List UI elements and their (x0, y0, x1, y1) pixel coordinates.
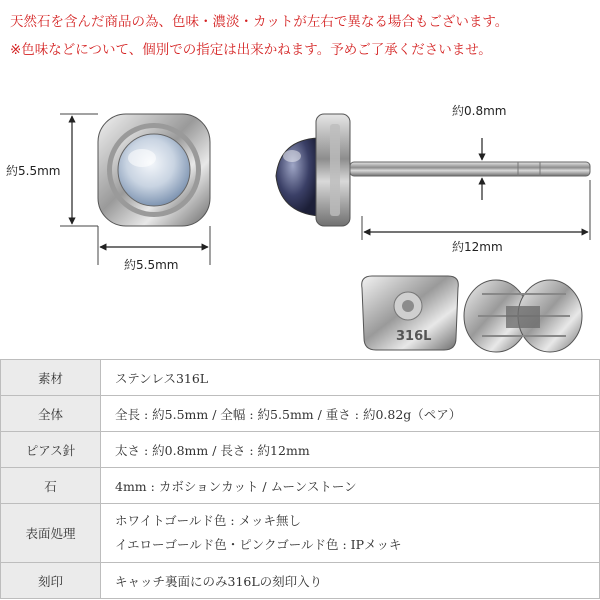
spec-value: ステンレス316L (101, 360, 600, 396)
spec-label: 刻印 (1, 563, 101, 599)
spec-label: 石 (1, 468, 101, 504)
spec-row-finish (1, 504, 600, 563)
spec-value: キャッチ裏面にのみ316Lの刻印入り (101, 563, 600, 599)
catch-stamp: 316L (396, 329, 432, 344)
catch-front (362, 276, 459, 350)
spec-value: イエローゴールド色・ピンクゴールド色 : IPメッキ (115, 537, 402, 552)
notice-line-2: ※色味などについて、個別での指定は出来かねます。予めご了承くださいませ。 (10, 42, 492, 58)
catch-side (464, 280, 582, 352)
spec-row-material (1, 360, 600, 396)
side-view (276, 114, 590, 226)
spec-label: ピアス針 (1, 432, 101, 468)
spec-row-stone (1, 468, 600, 504)
spec-table (0, 359, 600, 599)
spec-value: 4mm : カボションカット / ムーンストーン (101, 468, 600, 504)
spec-value-group (101, 504, 600, 563)
spec-label: 表面処理 (1, 504, 101, 563)
spec-row-overall (1, 396, 600, 432)
spec-row-post (1, 432, 600, 468)
product-figure (0, 80, 600, 360)
spec-label: 素材 (1, 360, 101, 396)
post-length-label: 約12mm (452, 240, 503, 254)
notice-line-1: 天然石を含んだ商品の為、色味・濃淡・カットが左右で異なる場合もございます。 (10, 14, 509, 30)
front-width-label: 約5.5mm (124, 258, 179, 272)
spec-value: 全長 : 約5.5mm / 全幅 : 約5.5mm / 重さ : 約0.82g（ペア） (101, 396, 600, 432)
spec-value: 太さ : 約0.8mm / 長さ : 約12mm (101, 432, 600, 468)
spec-value: ホワイトゴールド色 : メッキ無し (115, 513, 302, 528)
front-view (98, 114, 210, 226)
spec-row-engraving (1, 563, 600, 599)
post-thickness-label: 約0.8mm (452, 104, 507, 118)
front-height-label: 約5.5mm (6, 164, 61, 178)
product-illustration (0, 80, 600, 360)
spec-label: 全体 (1, 396, 101, 432)
